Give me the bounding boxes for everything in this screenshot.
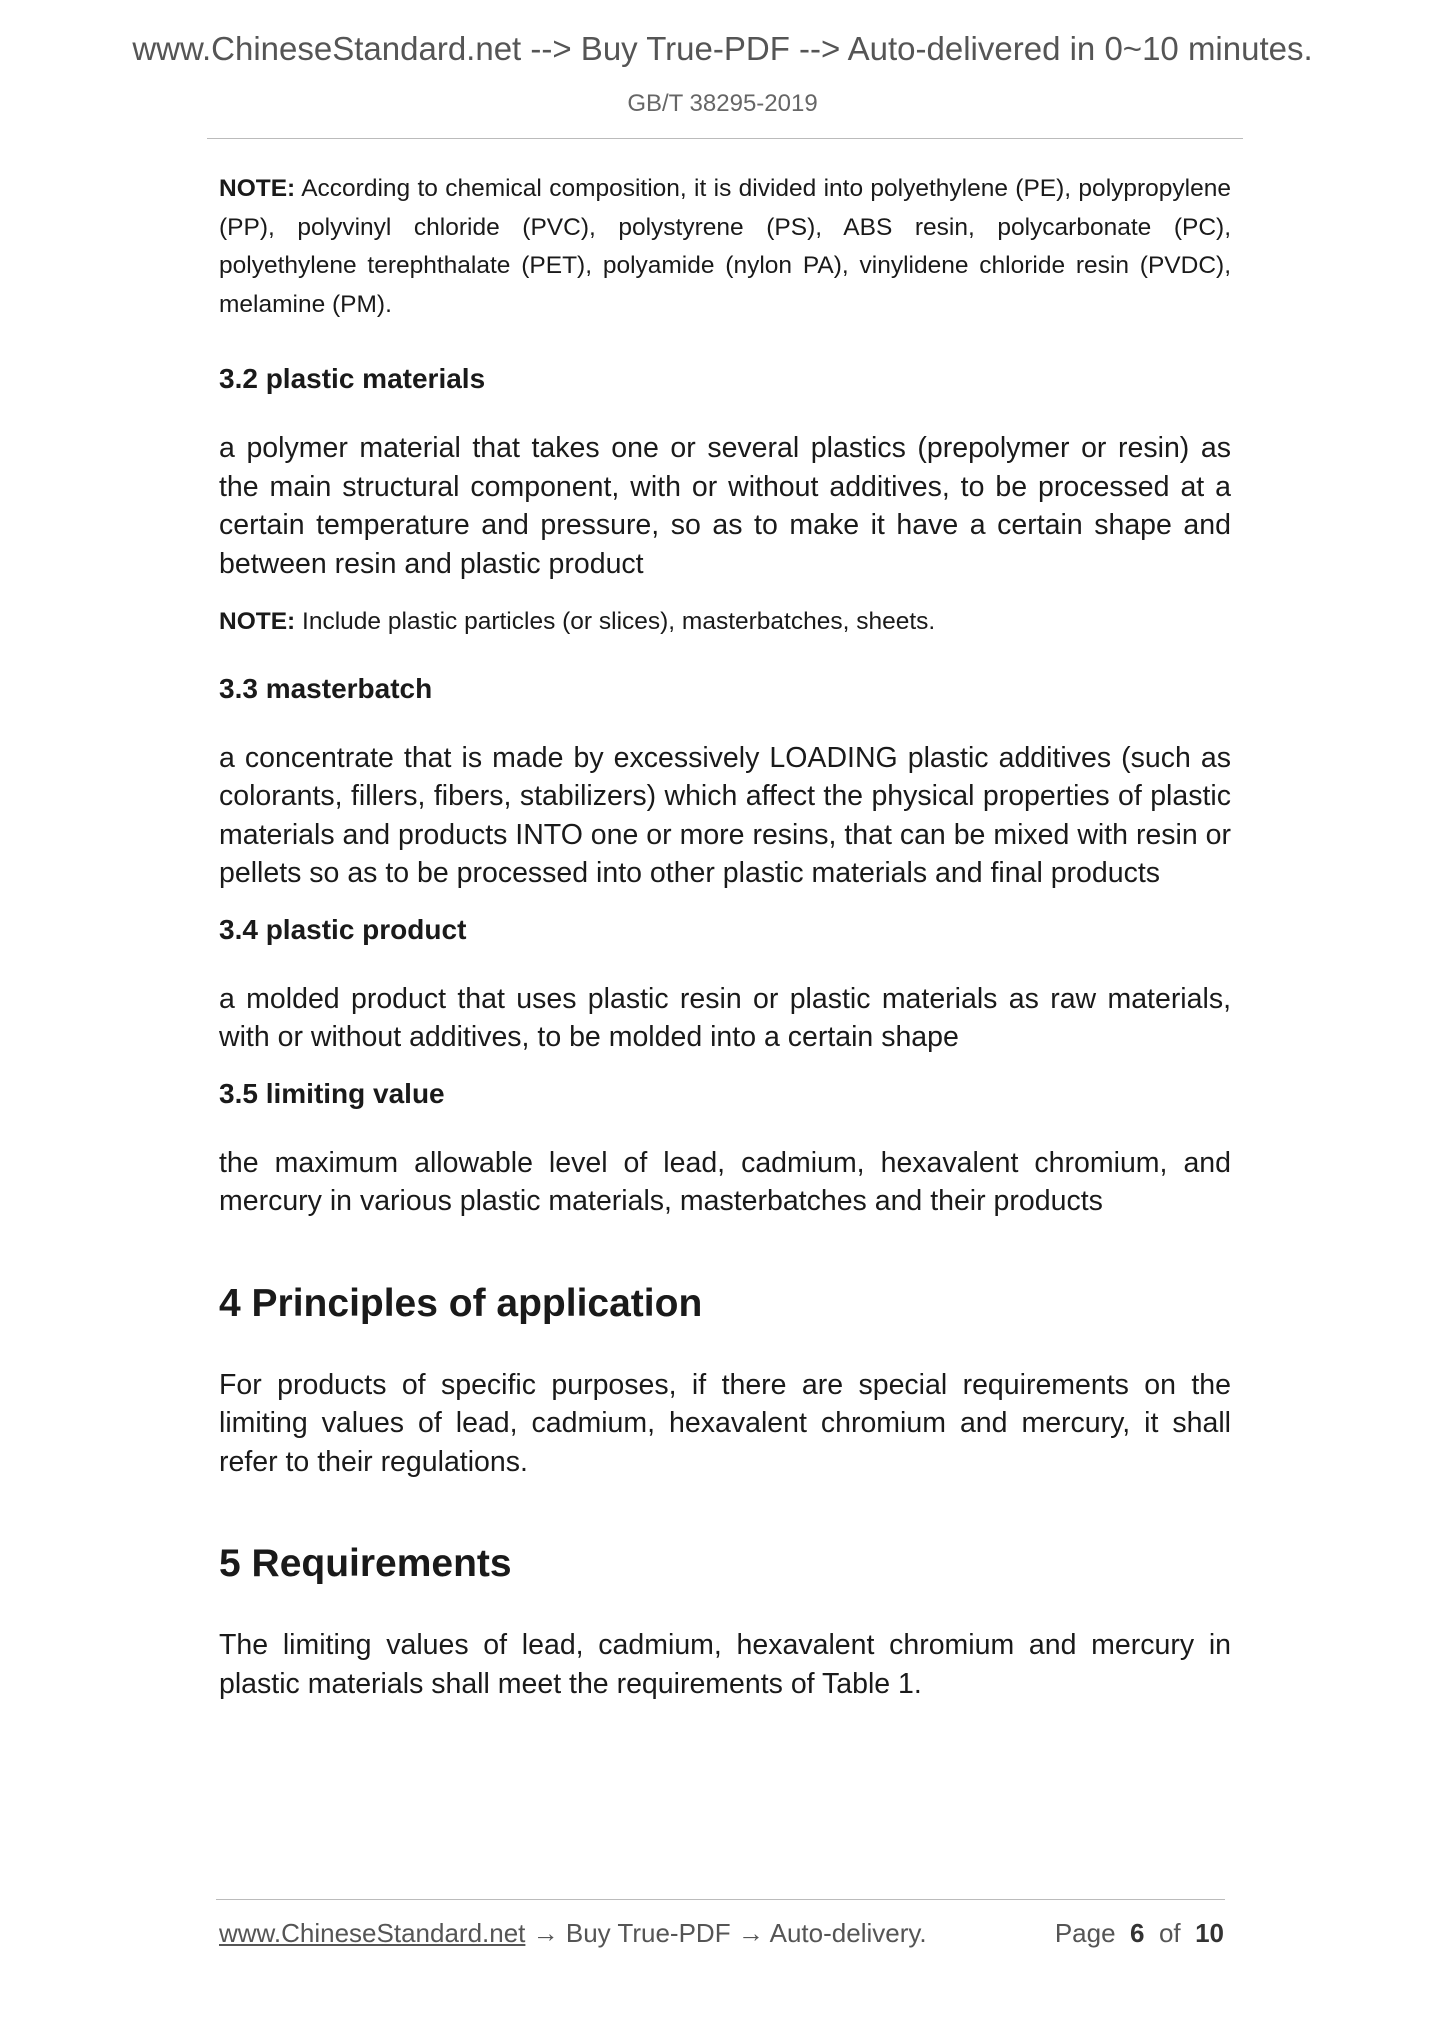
page-total: 10 [1195,1918,1224,1948]
note-label: NOTE: [219,175,296,202]
section-3-2-title: 3.2 plastic materials [219,363,486,394]
note-text: Include plastic particles (or slices), masterbatches, sheets. [302,608,936,635]
section-4-heading: 4 Principles of application [219,1281,703,1325]
arrow-right-icon: → [532,1918,559,1948]
note-text: According to chemical composition, it is divided into polyethylene (PE), polypropylene (PP), polyvinyl chloride (PVC), polystyrene (PS), ABS resin, polycarbonate (PC), polyethylene terephthalate (PET), polyamide (nylon PA), vinylidene chloride resin (PVDC), melamine (PM). [219,175,1231,318]
section-3-4-definition: a molded product that uses plastic resin or plastic materials as raw materials, with or without additives, to be molded into a certain shape [219,982,1231,1053]
arrow-right-icon: → [737,1918,764,1948]
footer-delivery-text: Auto-delivery. [769,1918,927,1948]
note-chemical-composition [219,170,1231,324]
note-plastic-materials [219,603,1231,642]
site-banner: www.ChineseStandard.net --> Buy True-PDF --> Auto-delivered in 0~10 minutes. [132,30,1313,67]
section-4-text: For products of specific purposes, if there are special requirements on the limiting values of lead, cadmium, hexavalent chromium and mercury, it shall refer to their regulations. [219,1368,1231,1478]
note-label: NOTE: [219,608,296,635]
page-content [219,170,1231,1703]
header-divider [207,138,1243,139]
page-current: 6 [1130,1918,1145,1948]
footer-site-link[interactable]: www.ChineseStandard.net [219,1918,526,1948]
page-number [1055,1918,1224,1949]
section-3-5-definition: the maximum allowable level of lead, cadmium, hexavalent chromium, and mercury in various plastic materials, masterbatches and their products [219,1146,1231,1217]
footer-divider [216,1899,1225,1900]
section-5-heading: 5 Requirements [219,1542,512,1585]
section-5-text: The limiting values of lead, cadmium, hexavalent chromium and mercury in plastic materials shall meet the requirements of Table 1. [219,1629,1231,1700]
section-3-5-title: 3.5 limiting value [219,1077,445,1109]
footer-buy-text: Buy True-PDF [565,1918,731,1948]
section-3-4-title: 3.4 plastic product [219,913,467,945]
page-footer [219,1918,1224,1952]
standard-id: GB/T 38295-2019 [627,90,818,117]
section-3-3-definition: a concentrate that is made by excessively LOADING plastic additives (such as colorants, fillers, fibers, stabilizers) which affect the physical properties of plastic materials and products INTO one or more resins, that can be mixed with resin or pellets so as to be processed into other plastic materials and final products [219,741,1231,889]
section-3-3-title: 3.3 masterbatch [219,672,433,704]
page-of: of [1158,1918,1181,1948]
footer-promo [219,1918,927,1949]
page-label: Page [1054,1918,1116,1948]
section-3-2-definition: a polymer material that takes one or several plastics (prepolymer or resin) as the main structural component, with or without additives, to be processed at a certain temperature and pressure, so as to make it have a certain shape and between resin and plastic product [219,432,1231,580]
